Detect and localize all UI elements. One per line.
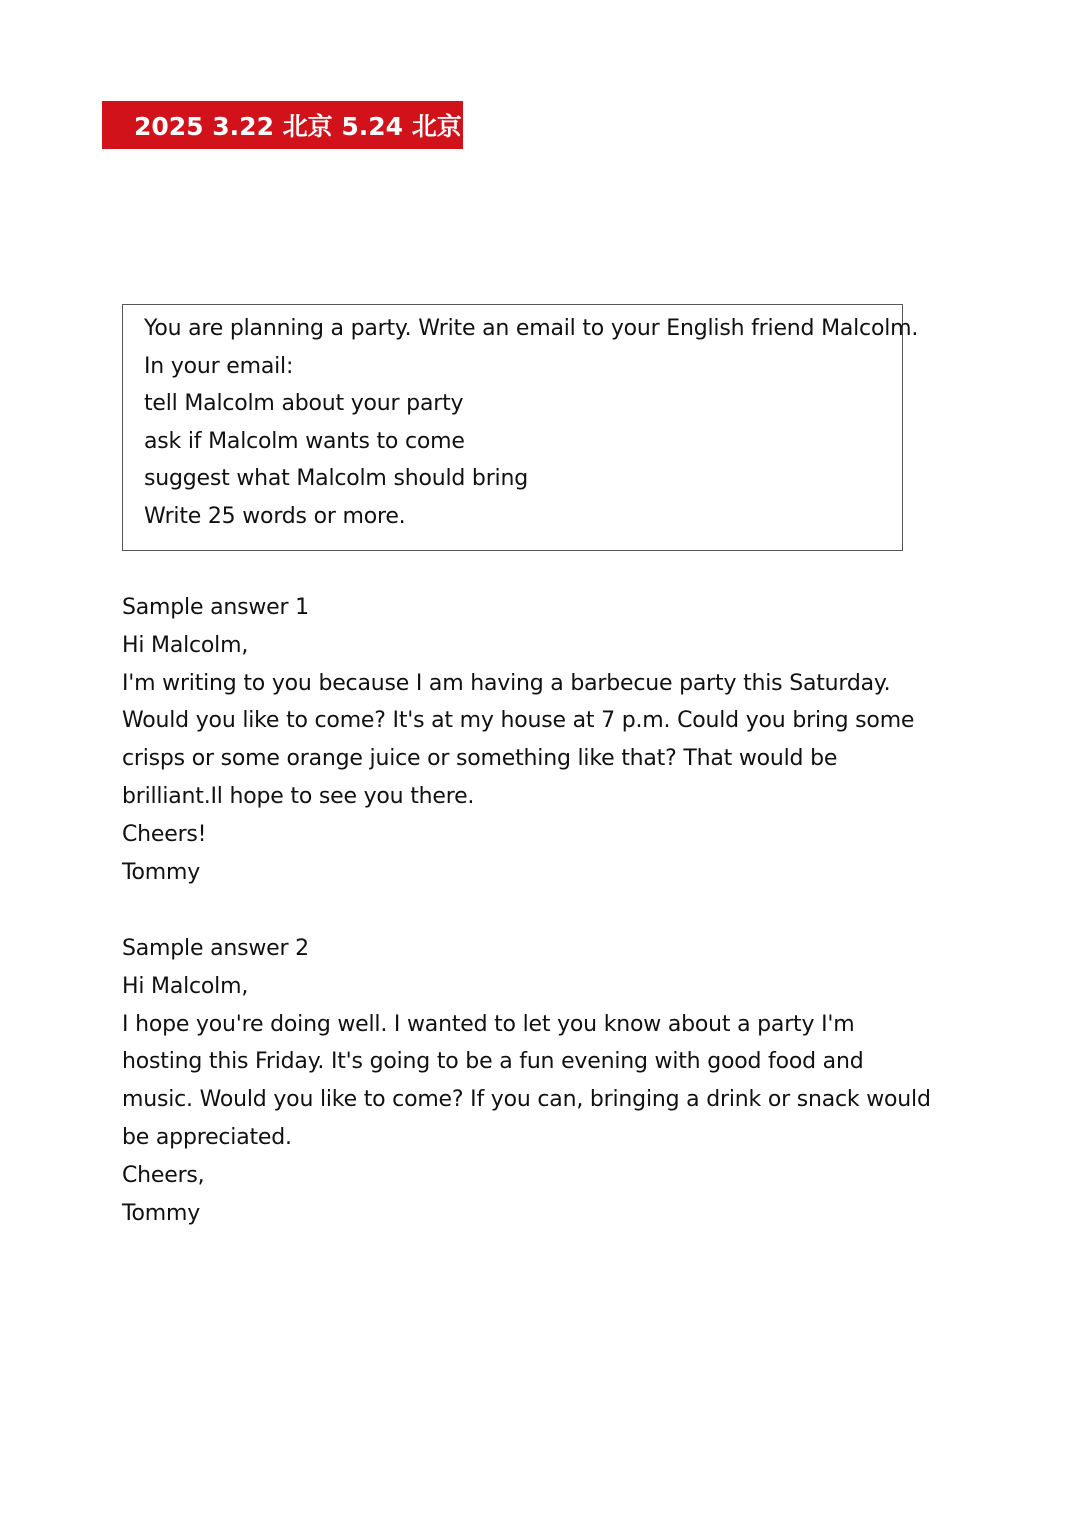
answer-closing: Cheers! xyxy=(122,821,207,847)
answer-heading: Sample answer 1 xyxy=(122,595,309,620)
date-banner: 2025 3.22 北京 5.24 北京 xyxy=(102,101,463,149)
task-instruction: You are planning a party. Write an email to your English friend Malcolm. xyxy=(144,316,919,341)
answer-closing: Cheers, xyxy=(122,1162,205,1188)
task-point-2: ask if Malcolm wants to come xyxy=(144,428,465,454)
answer-heading: Sample answer 2 xyxy=(122,936,309,961)
sample-answer-2 xyxy=(122,930,982,1232)
answer-greeting: Hi Malcolm, xyxy=(122,973,249,999)
answer-greeting: Hi Malcolm, xyxy=(122,632,249,658)
task-prompt-box xyxy=(122,304,919,551)
task-point-1: tell Malcolm about your party xyxy=(144,391,464,416)
task-point-3: suggest what Malcolm should bring xyxy=(144,466,528,491)
sample-answer-1 xyxy=(122,589,982,891)
answer-signature: Tommy xyxy=(122,1200,201,1226)
task-word-count: Write 25 words or more. xyxy=(144,503,406,529)
answer-body: I'm writing to you because I am having a barbecue party this Saturday. Would you like to come? It's at my house at 7 p.m. Could you bring some crisps or some orange juice or something like that? That would be brilliant.Il hope to see you there. xyxy=(122,670,915,809)
answer-signature: Tommy xyxy=(122,859,201,885)
task-email-intro: In your email: xyxy=(144,353,294,379)
answer-body: I hope you're doing well. I wanted to let you know about a party I'm hosting this Friday. It's going to be a fun evening with good food and music. Would you like to come? If you can, bringing a drink or snack would be appreciated. xyxy=(122,1011,931,1150)
